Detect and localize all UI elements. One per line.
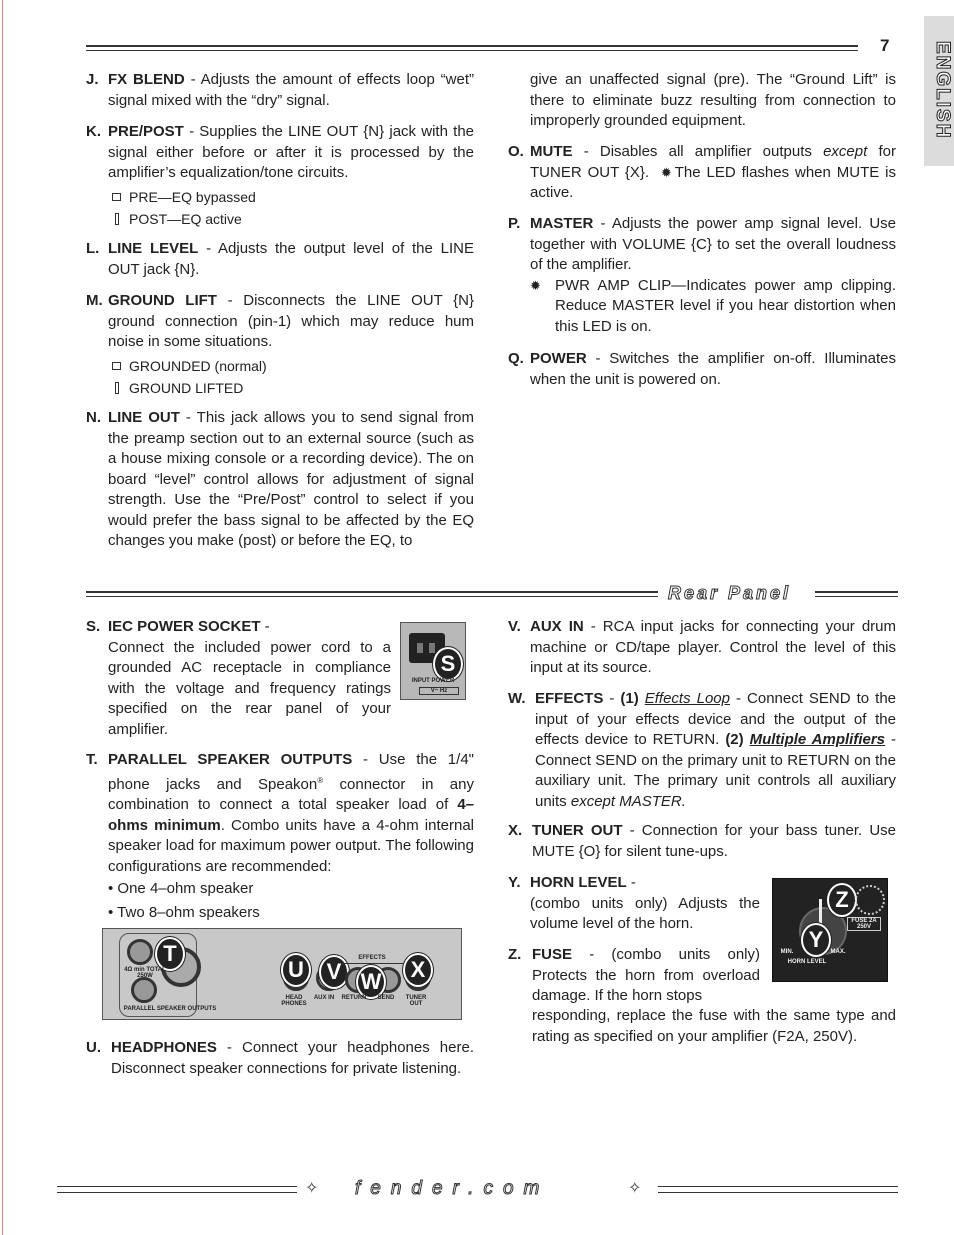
footer-url: fender.com bbox=[355, 1178, 550, 1199]
horn-level-label: HORN LEVEL bbox=[787, 959, 827, 965]
item-t bbox=[86, 750, 474, 923]
item-emphasis: except bbox=[823, 143, 868, 160]
item-title: POWER bbox=[530, 350, 587, 367]
item-title: EFFECTS bbox=[535, 690, 604, 707]
switch-down-icon bbox=[115, 382, 119, 394]
option-post bbox=[112, 208, 474, 230]
item-label: O. bbox=[508, 143, 524, 160]
callout-s: S bbox=[433, 647, 463, 681]
item-label: Q. bbox=[508, 350, 524, 367]
item-title: LINE OUT bbox=[108, 409, 180, 426]
item-text: - Connect SEND to the input of your effects device and the output of the effects device to RETURN. bbox=[535, 690, 897, 748]
item-title: LINE LEVEL bbox=[108, 240, 199, 257]
item-o bbox=[508, 142, 896, 204]
language-tab-label: ENGLISH bbox=[932, 40, 953, 140]
callout-x: X bbox=[403, 953, 433, 987]
option-grounded bbox=[112, 355, 474, 377]
item-title: MASTER bbox=[530, 215, 594, 232]
item-y bbox=[508, 873, 760, 935]
item-title: PARALLEL SPEAKER OUTPUTS bbox=[108, 751, 353, 768]
item-title: MUTE bbox=[530, 143, 573, 160]
item-s bbox=[86, 617, 391, 740]
item-title: HORN LEVEL bbox=[530, 874, 627, 891]
item-label: J. bbox=[86, 71, 99, 88]
item-subtitle: Multiple Amplifiers bbox=[749, 731, 886, 748]
switch-up-icon bbox=[112, 193, 121, 201]
item-text: - bbox=[603, 690, 621, 707]
callout-z: Z bbox=[827, 883, 857, 917]
item-emphasis: except MASTER. bbox=[570, 792, 686, 810]
item-p bbox=[508, 214, 896, 337]
item-label: T. bbox=[86, 751, 98, 768]
item-text: Connect the included power cord to a grounded AC receptacle in compliance with the voltage and frequency ratings specified on the rear panel of your amplifier. bbox=[108, 638, 391, 738]
item-title: AUX IN bbox=[530, 618, 584, 635]
item-text: . Combo units have a 4-ohm internal speaker load for maximum power output. The following configurations are recommended: bbox=[108, 816, 474, 875]
item-text: - (combo units only) Protects the horn from overload damage. If the horn stops bbox=[532, 946, 760, 1004]
item-l bbox=[86, 239, 474, 280]
item-title: IEC POWER SOCKET bbox=[108, 618, 261, 635]
fuse-holder-icon bbox=[855, 885, 885, 915]
item-u bbox=[86, 1038, 474, 1079]
item-label: X. bbox=[508, 822, 523, 839]
item-title: GROUND LIFT bbox=[108, 292, 217, 309]
registered-mark: ® bbox=[317, 775, 324, 785]
item-label: M. bbox=[86, 292, 103, 309]
callout-t: T bbox=[155, 937, 185, 971]
item-title: PRE/POST bbox=[108, 123, 184, 140]
send-label: SEND bbox=[377, 995, 395, 1001]
item-label: Y. bbox=[508, 874, 521, 891]
option-label: PRE—EQ bypassed bbox=[129, 188, 256, 205]
input-power-label: INPUT POWER bbox=[411, 678, 455, 684]
item-text: - Disconnects the LINE OUT {N} ground connection (pin-1) which may reduce hum noise in some situations. bbox=[108, 292, 474, 350]
header-rule-thin bbox=[86, 50, 858, 51]
item-title: FX BLEND bbox=[108, 71, 185, 88]
voltage-label: V~ Hz bbox=[419, 687, 459, 695]
item-text: - Use the 1/4" phone jacks and Speakon bbox=[108, 751, 474, 793]
item-label: N. bbox=[86, 409, 101, 426]
option-lifted bbox=[112, 377, 474, 399]
item-text: - This jack allows you to send signal from the preamp section out to an external source (such as a house mixing console or a recording device). The on board “level” control allows for adjustment of signal strength. Use the “Pre/Post” control to select if you would prefer the bass signal to be affected by the EQ changes you make (post) or before the EQ, to bbox=[108, 409, 475, 549]
item-text: for TUNER OUT {X}. bbox=[530, 143, 896, 181]
item-j bbox=[86, 70, 474, 111]
item-text: connector in any combination to connect a total speaker load of bbox=[108, 775, 474, 813]
item-v bbox=[508, 617, 896, 679]
section-rule-right bbox=[815, 591, 898, 593]
item-label: Z. bbox=[508, 946, 522, 963]
headphones-label: HEAD PHONES bbox=[281, 995, 307, 1007]
footer-rule-left-2 bbox=[57, 1192, 297, 1193]
led-note: The LED flashes when MUTE is active. bbox=[530, 163, 896, 201]
speaker-jack-icon bbox=[127, 939, 153, 965]
item-bold: 4–ohms minimum bbox=[108, 796, 474, 834]
iec-pin-icon bbox=[417, 643, 423, 653]
rear-panel-image bbox=[102, 928, 462, 1020]
bullet: • One 4–ohm speaker bbox=[108, 880, 254, 897]
horn-fuse-panel-image bbox=[772, 878, 888, 982]
parallel-outputs-label: PARALLEL SPEAKER OUTPUTS bbox=[123, 1006, 217, 1012]
aux-in-label: AUX IN bbox=[313, 995, 335, 1001]
option-label: GROUNDED (normal) bbox=[129, 357, 267, 374]
item-title: HEADPHONES bbox=[111, 1039, 217, 1056]
item-text: - bbox=[626, 874, 636, 891]
item-x bbox=[508, 821, 896, 862]
speaker-jack-icon bbox=[131, 977, 157, 1003]
item-label: V. bbox=[508, 618, 521, 635]
item-label: K. bbox=[86, 123, 101, 140]
effects-label: EFFECTS bbox=[358, 955, 386, 961]
led-icon: ✹ bbox=[530, 277, 541, 293]
item-text: - Switches the amplifier on-off. Illuminates when the unit is powered on. bbox=[530, 350, 896, 388]
item-number: (1) bbox=[620, 690, 645, 707]
page-edge-line bbox=[2, 0, 3, 1235]
section-rule-left-thin bbox=[86, 596, 658, 597]
item-number: (2) bbox=[725, 731, 750, 748]
item-text: - Adjusts the output level of the LINE OUT jack {N}. bbox=[108, 240, 474, 278]
option-label: GROUND LIFTED bbox=[129, 379, 244, 396]
page-number: 7 bbox=[880, 36, 890, 55]
item-text: - Connect your headphones here. Disconnect speaker connections for private listening. bbox=[111, 1039, 474, 1077]
header-rule bbox=[86, 45, 858, 47]
switch-up-icon bbox=[112, 362, 121, 370]
led-note: PWR AMP CLIP—Indicates power amp clipping. Reduce MASTER level if you hear distortion when this LED is on. bbox=[555, 276, 896, 335]
item-text: - bbox=[260, 618, 270, 635]
return-label: RETURN bbox=[341, 995, 367, 1001]
item-label: U. bbox=[86, 1039, 101, 1056]
item-label: L. bbox=[86, 240, 100, 257]
item-text: - Disables all amplifier outputs bbox=[572, 143, 824, 160]
item-z bbox=[508, 945, 760, 1007]
footer-rule-right bbox=[658, 1186, 898, 1187]
section-title: Rear Panel bbox=[668, 583, 792, 603]
item-label: S. bbox=[86, 618, 101, 635]
max-label: MAX. bbox=[830, 949, 846, 955]
load-label: 4Ω min TOTAL 250W bbox=[124, 967, 166, 979]
led-icon: ✹ bbox=[660, 164, 672, 180]
item-label: P. bbox=[508, 215, 521, 232]
item-text: - RCA input jacks for connecting your drum machine or CD/tape player. Control the level of this input at its source. bbox=[530, 618, 896, 676]
item-z-continued: responding, replace the fuse with the same type and rating as specified on your amplifier (F2A, 250V). bbox=[532, 1007, 896, 1045]
footer-rule-right-2 bbox=[658, 1192, 898, 1193]
star-icon: ✧ bbox=[305, 1180, 319, 1197]
led-note-row bbox=[530, 276, 896, 338]
item-title: FUSE bbox=[532, 946, 573, 963]
item-text: - Connect SEND on the primary unit to RETURN on the auxiliary unit. The primary unit controls all auxiliary units bbox=[535, 731, 896, 810]
option-pre bbox=[112, 186, 474, 208]
item-subtitle: Effects Loop bbox=[644, 690, 730, 707]
footer-rule-left bbox=[57, 1186, 297, 1187]
bullet: • Two 8–ohm speakers bbox=[108, 903, 260, 921]
tuner-out-label: TUNER OUT bbox=[405, 995, 427, 1007]
option-label: POST—EQ active bbox=[129, 210, 242, 227]
fuse-rating-label: FUSE 2A 250V bbox=[847, 917, 881, 931]
item-w bbox=[508, 689, 896, 812]
item-text: - Adjusts the amount of effects loop “wet” signal mixed with the “dry” signal. bbox=[108, 71, 474, 109]
callout-w: W bbox=[356, 965, 386, 999]
item-text: (combo units only) Adjusts the volume level of the horn. bbox=[530, 894, 760, 932]
switch-down-icon bbox=[115, 213, 119, 225]
effects-bracket bbox=[341, 963, 405, 964]
section-rule-left bbox=[86, 591, 658, 593]
item-text: - Connection for your bass tuner. Use MUTE {O} for silent tune-ups. bbox=[532, 822, 896, 860]
item-n-continued: give an unaffected signal (pre). The “Ground Lift” is there to eliminate buzz resulting from connection to improperly grounded equipment. bbox=[530, 71, 896, 129]
iec-socket-image bbox=[400, 622, 466, 700]
min-label: MIN. bbox=[780, 949, 794, 955]
item-text: - Adjusts the power amp signal level. Use together with VOLUME {C} to set the overall loudness of the amplifier. bbox=[530, 215, 896, 273]
callout-v: V bbox=[319, 955, 349, 989]
star-icon: ✧ bbox=[628, 1180, 642, 1197]
section-rule-right-thin bbox=[815, 596, 898, 597]
item-n bbox=[86, 408, 474, 552]
item-k bbox=[86, 122, 474, 230]
callout-u: U bbox=[281, 953, 311, 987]
item-m bbox=[86, 291, 474, 399]
item-label: W. bbox=[508, 690, 526, 707]
iec-pin-icon bbox=[429, 643, 435, 653]
item-text: - Supplies the LINE OUT {N} jack with the signal either before or after it is processed by the amplifier’s equalization/tone circuits. bbox=[108, 123, 474, 181]
callout-y: Y bbox=[801, 923, 831, 957]
item-title: TUNER OUT bbox=[532, 822, 623, 839]
item-q bbox=[508, 349, 896, 390]
